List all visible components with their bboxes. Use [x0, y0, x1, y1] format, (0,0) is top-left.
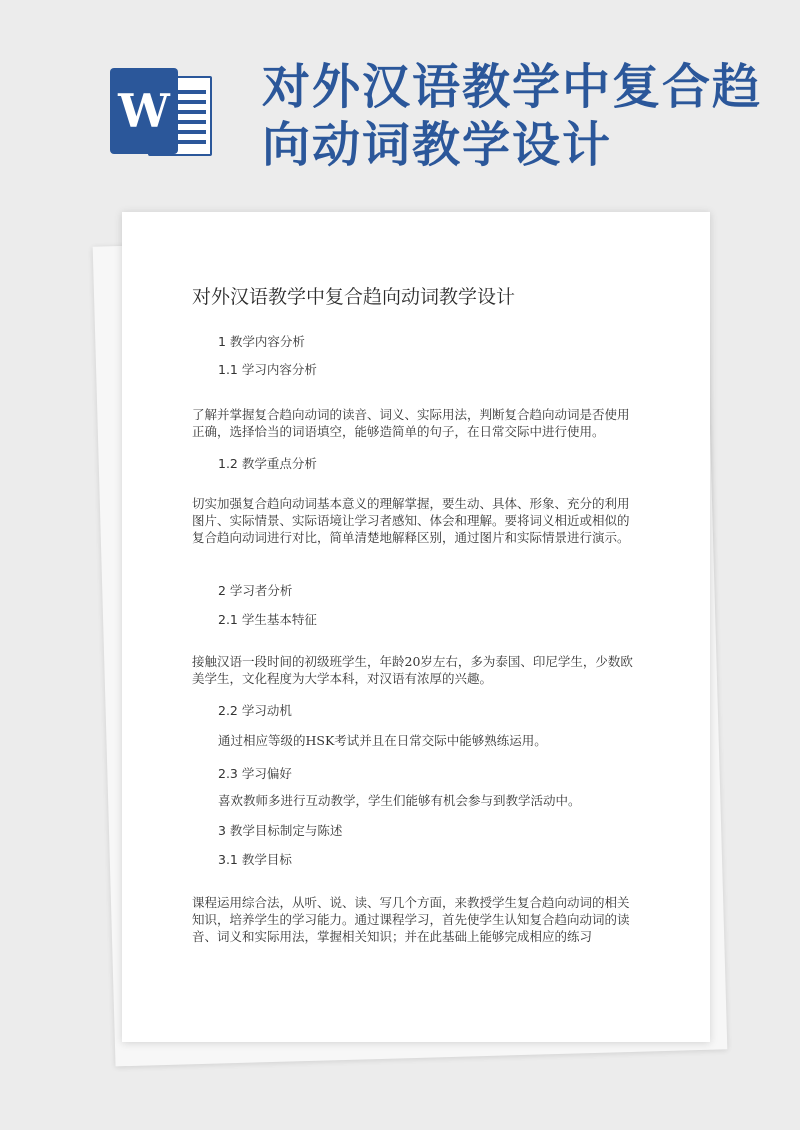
banner — [0, 0, 800, 220]
heading-2: 2 学习者分析 — [218, 583, 293, 598]
word-letter-badge: W — [110, 68, 178, 154]
heading-1: 1 教学内容分析 — [218, 334, 305, 349]
document-title: 对外汉语教学中复合趋向动词教学设计 — [192, 286, 516, 308]
paragraph-2-1: 接触汉语一段时间的初级班学生，年龄20岁左右，多为泰国、印尼学生，少数欧美学生，文化程度为大学本科，对汉语有浓厚的兴趣。 — [192, 654, 633, 686]
heading-2-1: 2.1 学生基本特征 — [218, 612, 317, 627]
word-doc-icon — [110, 68, 212, 156]
paragraph-2-2: 通过相应等级的HSK考试并且在日常交际中能够熟练运用。 — [218, 733, 547, 748]
heading-2-3: 2.3 学习偏好 — [218, 766, 292, 781]
paragraph-1-1: 了解并掌握复合趋向动词的读音、词义、实际用法，判断复合趋向动词是否使用正确，选择恰当的词语填空，能够造简单的句子，在日常交际中进行使用。 — [192, 407, 630, 439]
heading-1-2: 1.2 教学重点分析 — [218, 456, 317, 471]
heading-2-2: 2.2 学习动机 — [218, 703, 292, 718]
paragraph-2-3: 喜欢教师多进行互动教学，学生们能够有机会参与到教学活动中。 — [218, 793, 581, 808]
heading-1-1: 1.1 学习内容分析 — [218, 362, 317, 377]
heading-3-1: 3.1 教学目标 — [218, 852, 292, 867]
banner-title: 对外汉语教学中复合趋向动词教学设计 — [262, 59, 763, 173]
document-page — [122, 212, 710, 1042]
heading-3: 3 教学目标制定与陈述 — [218, 823, 343, 838]
paragraph-3-1: 课程运用综合法，从听、说、读、写几个方面，来教授学生复合趋向动词的相关知识，培养学生的学习能力。通过课程学习，首先使学生认知复合趋向动词的读音、词义和实际用法，掌握相关知识；并在此基础上能够完成相应的练习 — [192, 895, 630, 944]
paragraph-1-2: 切实加强复合趋向动词基本意义的理解掌握，要生动、具体、形象、充分的利用图片、实际情景、实际语境让学习者感知、体会和理解。要将词义相近或相似的复合趋向动词进行对比，简单清楚地解释区别，通过图片和实际情景进行演示。 — [192, 496, 630, 545]
